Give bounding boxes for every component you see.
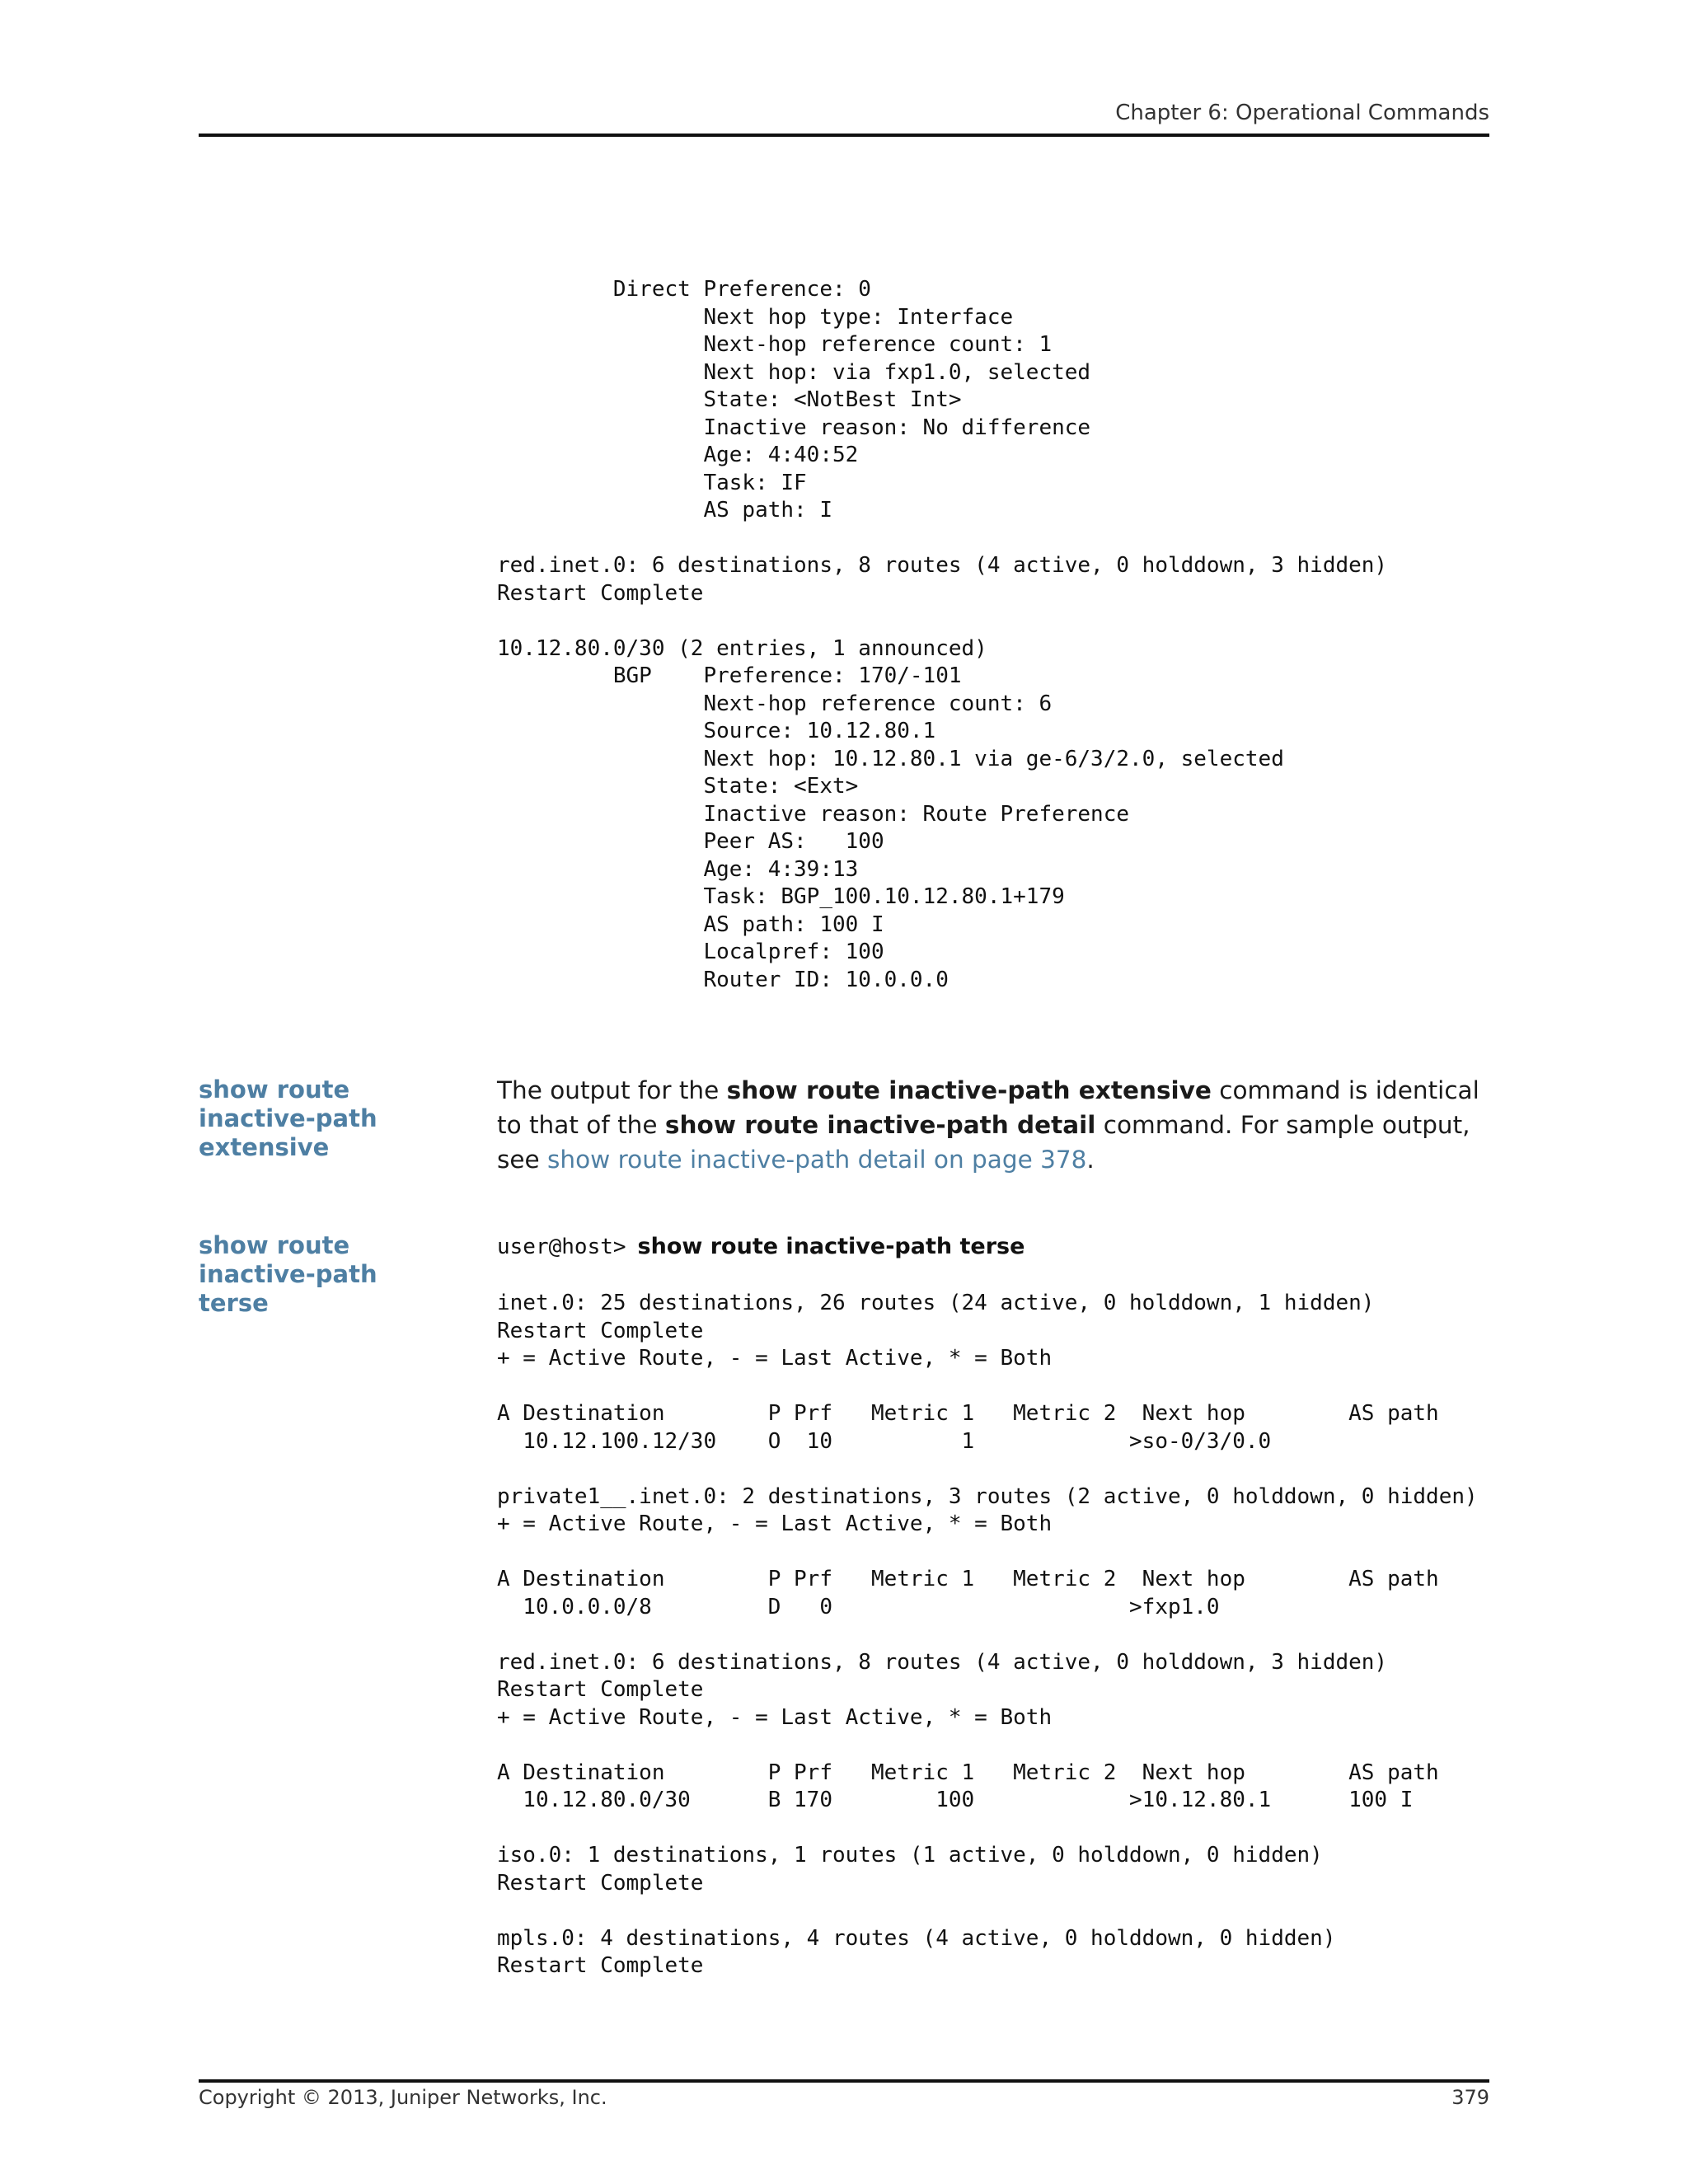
page-number: 379 [1451,2086,1489,2109]
running-header: Chapter 6: Operational Commands [1115,101,1489,125]
side-heading-terse: show route inactive-path terse [199,1231,377,1317]
command-line [497,1234,1025,1259]
command-name: show route inactive-path extensive [726,1076,1212,1104]
text-segment: command is identical to that of the [497,1076,1479,1139]
code-block-terse-output: inet.0: 25 destinations, 26 routes (24 active, 0 holddown, 1 hidden) Restart Complete + = Active Route, - = Last Active, * = Both A Destination P Prf Metric 1 Metric 2 Next hop AS path 10.12.100.12/30 O 10 1 >so-0/3/0.0 private1__.inet.0: 2 destinations, 3 routes (2 active, 0 holddown, 0 hidden) + = Active Route, - = Last Active, * = Both A Destination P Prf Metric 1 Metric 2 Next hop AS path 10.0.0.0/8 D 0 >fxp1.0 red.inet.0: 6 destinations, 8 routes (4 active, 0 holddown, 3 hidden) Restart Complete + = Active Route, - = Last Active, * = Both A Destination P Prf Metric 1 Metric 2 Next hop AS path 10.12.80.0/30 B 170 100 >10.12.80.1 100 I iso.0: 1 destinations, 1 routes (1 active, 0 holddown, 0 hidden) Restart Complete mpls.0: 4 destinations, 4 routes (4 active, 0 holddown, 0 hidden) Restart Complete [497,1291,1478,1978]
command-name: show route inactive-path detail [664,1111,1096,1139]
code-block-detail-output: Direct Preference: 0 Next hop type: Interface Next-hop reference count: 1 Next hop: via fxp1.0, selected State: <NotBest Int> Inactive reason: No difference Age: 4:40:52 Task: IF AS path: I red.inet.0: 6 destinations, 8 routes (4 active, 0 holddown, 3 hidden) Restart Complete 10.12.80.0/30 (2 entries, 1 announced) BGP Preference: 170/-101 Next-hop reference count: 6 Source: 10.12.80.1 Next hop: 10.12.80.1 via ge-6/3/2.0, selected State: <Ext> Inactive reason: Route Preference Peer AS: 100 Age: 4:39:13 Task: BGP_100.10.12.80.1+179 AS path: 100 I Localpref: 100 Router ID: 10.0.0.0 [497,277,1388,992]
text-segment: command. For sample output, see [497,1111,1470,1174]
extensive-description [497,1073,1486,1177]
header-rule [199,134,1489,137]
text-segment: . [1086,1146,1095,1174]
side-heading-extensive: show route inactive-path extensive [199,1076,377,1161]
text-segment: The output for the [497,1076,727,1104]
cli-prompt: user@host> [497,1235,626,1259]
copyright-notice: Copyright © 2013, Juniper Networks, Inc. [199,2086,607,2109]
cli-command: show route inactive-path terse [637,1234,1025,1259]
footer-rule [199,2079,1489,2083]
cross-reference-link[interactable]: show route inactive-path detail on page 378 [547,1146,1087,1174]
